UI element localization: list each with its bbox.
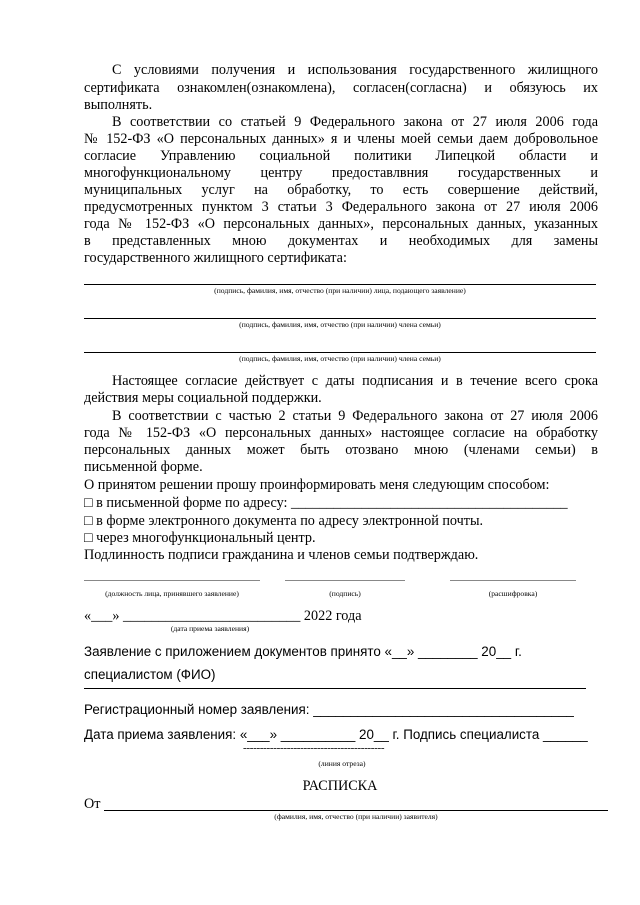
receipt-from-label: От [84, 796, 101, 812]
signature-caption-family-1: (подпись, фамилия, имя, отчество (при наличии) члена семьи) [239, 320, 441, 329]
p1-line-3: выполнять. [84, 97, 153, 113]
official-position-line [84, 580, 260, 581]
notify-intro: О принятом решении прошу проинформировать меня следующим способом: [84, 477, 550, 493]
acceptance-date-signature-field[interactable]: Дата приема заявления: «___» __________ 20__ г. Подпись специалиста ______ [84, 727, 588, 742]
official-position-caption: (должность лица, принявшего заявление) [105, 589, 239, 598]
notify-option-mfc[interactable]: □ через многофункциональный центр. [84, 530, 316, 546]
p3-line-2: действия меры социальной поддержки. [84, 390, 322, 406]
signature-caption-applicant: (подпись, фамилия, имя, отчество (при наличии) лица, подающего заявление) [214, 286, 466, 295]
receipt-from-line[interactable] [104, 810, 608, 811]
p2-line-4: многофункциональному центру предоставлвния государственных и [84, 165, 598, 181]
notify-option-written[interactable]: □ в письменной форме по адресу: _______________________________________ [84, 495, 568, 511]
signature-line-applicant [84, 284, 596, 285]
p2-line-6: предусмотренных пунктом 3 статьи 3 Федерального закона от 27 июля 2006 [84, 199, 598, 215]
signature-line-family-2 [84, 352, 596, 353]
p2-line-1: В соответствии со статьей 9 Федерального закона от 27 июля 2006 года [112, 114, 598, 130]
registration-number-field[interactable]: Регистрационный номер заявления: ___________________________________ [84, 702, 574, 717]
specialist-name-label: специалистом (ФИО) [84, 667, 216, 682]
p2-line-9: государственного жилищного сертификата: [84, 250, 347, 266]
receipt-title: РАСПИСКА [302, 778, 378, 794]
p1-line-1: С условиями получения и использования государственного жилищного [112, 62, 598, 78]
p4-line-2: года № 152-ФЗ «О персональных данных» настоящее согласие на обработку [84, 425, 598, 441]
receipt-from-caption: (фамилия, имя, отчество (при наличии) заявителя) [274, 812, 438, 821]
p1-line-2: сертификата ознакомлен(ознакомлена), согласен(согласна) и обязуюсь их [84, 80, 598, 96]
acceptance-date-field[interactable]: «___» _________________________ 2022 года [84, 608, 362, 624]
signature-caption-family-2: (подпись, фамилия, имя, отчество (при наличии) члена семьи) [239, 354, 441, 363]
p2-line-2: № 152-ФЗ «О персональных данных» я и члены моей семьи даем добровольное [84, 131, 598, 147]
official-signature-caption: (подпись) [329, 589, 361, 598]
signature-line-family-1 [84, 318, 596, 319]
official-decode-line [450, 580, 576, 581]
acceptance-date-caption: (дата приема заявления) [170, 624, 250, 633]
cut-line-caption: (линия отреза) [318, 759, 366, 768]
accepted-documents-line: Заявление с приложением документов принято «__» ________ 20__ г. [84, 644, 522, 659]
notify-option-email[interactable]: □ в форме электронного документа по адресу электронной почты. [84, 513, 484, 529]
confirm-signature-text: Подлинность подписи гражданина и членов семьи подтверждаю. [84, 547, 479, 563]
official-decode-caption: (расшифровка) [488, 589, 538, 598]
p4-line-1: В соответствии с частью 2 статьи 9 Федерального закона от 27 июля 2006 [112, 408, 598, 424]
specialist-name-line[interactable] [84, 688, 586, 689]
cut-line: ------------------------------------------ [243, 742, 385, 754]
p3-line-1: Настоящее согласие действует с даты подписания и в течение всего срока [112, 373, 598, 389]
p2-line-7: года № 152-ФЗ «О персональных данных», персональных данных, указанных [84, 216, 598, 232]
p2-line-3: согласие Управлению социальной политики Липецкой области и [84, 148, 598, 164]
p2-line-5: муниципальных услуг на обработку, то есть совершение действий, [84, 182, 598, 198]
p2-line-8: в представленных мною документах и необходимых для замены [84, 233, 598, 249]
p4-line-3: персональных данных может быть отозвано мною (членами семьи) в [84, 442, 598, 458]
official-signature-line [285, 580, 405, 581]
p4-line-4: письменной форме. [84, 459, 203, 475]
